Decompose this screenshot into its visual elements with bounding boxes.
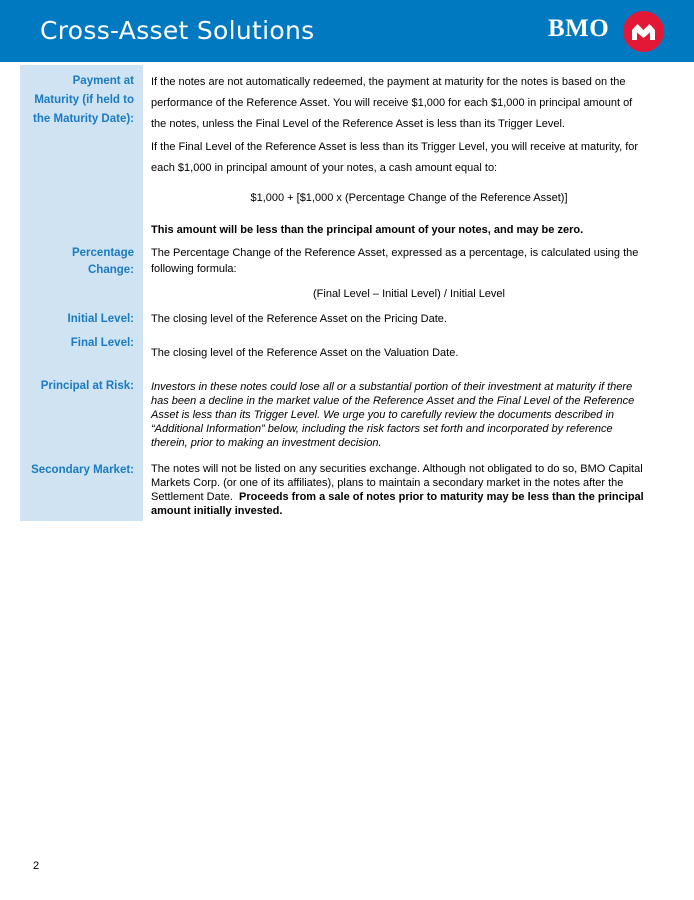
payment-warning: This amount will be less than the principal amount of your notes, and may be zero. xyxy=(151,224,584,236)
text-line: Investors in these notes could lose all or a substantial portion of their investment at maturity if there xyxy=(151,381,633,393)
secondary-market-text xyxy=(151,462,663,518)
final-level-label: Final Level: xyxy=(70,337,134,349)
text-line: “Additional Information” below, including the risk factors set forth and incorporated by reference xyxy=(151,423,613,435)
label-column xyxy=(20,65,143,521)
principal-at-risk-label: Principal at Risk: xyxy=(40,380,134,392)
text-line: following formula: xyxy=(151,263,237,275)
payment-at-maturity-paragraph-2 xyxy=(151,137,663,179)
percentage-change-text xyxy=(151,245,663,277)
label-line: Percentage xyxy=(71,247,134,259)
initial-level-text: The closing level of the Reference Asset on the Pricing Date. xyxy=(151,313,447,325)
bmo-logo-text: BMO xyxy=(548,15,610,42)
text-line: The notes will not be listed on any securities exchange. Although not obligated to do so, BMO Capital xyxy=(151,463,643,475)
bmo-roundel-logo-icon xyxy=(623,11,664,52)
text-line: each $1,000 in principal amount of your notes, a cash amount equal to: xyxy=(151,162,498,174)
label-line: Maturity (if held to xyxy=(34,94,134,106)
text-line xyxy=(151,490,663,504)
text-line: amount initially invested. xyxy=(151,505,283,517)
banner-title: Cross-Asset Solutions xyxy=(40,16,315,45)
label-line: Change: xyxy=(88,264,134,276)
label-line: the Maturity Date): xyxy=(33,113,134,125)
label-line: Payment at xyxy=(72,75,134,87)
text-line: Asset is less than its Trigger Level. We urge you to carefully review the documents described in xyxy=(151,409,615,421)
text-line: Markets Corp. (or one of its affiliates), plans to maintain a secondary market in the notes after the xyxy=(151,477,624,489)
payment-at-maturity-paragraph-1 xyxy=(151,72,663,135)
text-line: the notes, unless the Final Level of the Reference Asset is less than its Trigger Level. xyxy=(151,118,565,130)
initial-level-label: Initial Level: xyxy=(67,313,134,325)
text-line: therein, prior to making an investment decision. xyxy=(151,437,382,449)
percentage-change-formula: (Final Level – Initial Level) / Initial Level xyxy=(313,288,505,300)
final-level-text: The closing level of the Reference Asset on the Valuation Date. xyxy=(151,347,459,359)
payment-at-maturity-label xyxy=(20,72,134,129)
page-number: 2 xyxy=(33,860,40,872)
header-banner xyxy=(0,0,694,62)
payment-formula: $1,000 + [$1,000 x (Percentage Change of the Reference Asset)] xyxy=(250,192,568,204)
text-line: The Percentage Change of the Reference Asset, expressed as a percentage, is calculated using the xyxy=(151,247,639,259)
percentage-change-label xyxy=(20,245,134,279)
principal-at-risk-text xyxy=(151,380,663,450)
text-run: Settlement Date. xyxy=(151,491,240,503)
text-line: If the notes are not automatically redeemed, the payment at maturity for the notes is based on the xyxy=(151,76,626,88)
text-line: If the Final Level of the Reference Asset is less than its Trigger Level, you will receive at maturity, for xyxy=(151,141,639,153)
text-line: performance of the Reference Asset. You will receive $1,000 for each $1,000 in principal amount of xyxy=(151,97,633,109)
text-line: has been a decline in the market value of the Reference Asset and the Final Level of the Reference xyxy=(151,395,635,407)
secondary-market-label: Secondary Market: xyxy=(31,464,134,476)
text-run-bold: Proceeds from a sale of notes prior to maturity may be less than the principal xyxy=(239,491,644,503)
